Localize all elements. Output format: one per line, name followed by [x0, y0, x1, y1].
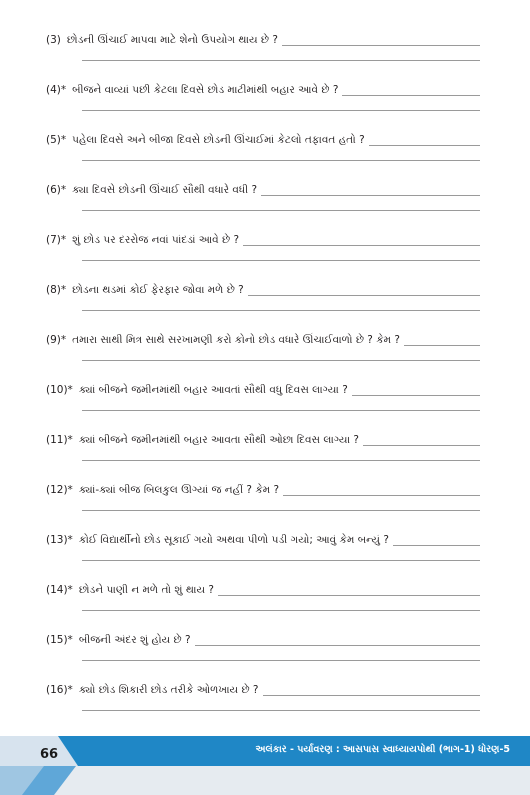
- question-9: [46, 330, 480, 374]
- answer-line[interactable]: [243, 234, 480, 246]
- question-number: (4)*: [46, 84, 67, 96]
- question-number: (5)*: [46, 134, 67, 146]
- question-8: [46, 280, 480, 324]
- question-number: (3): [46, 34, 61, 46]
- question-text: બીજને વાવ્યાં પછી કેટલા દિવસે છોડ માટીમાંથી બહાર આવે છે ?: [72, 84, 339, 96]
- question-text: ક્યાં-ક્યાં બીજ બિલકુલ ઊગ્યાં જ નહીં ? કેમ ?: [78, 484, 280, 496]
- question-7: [46, 230, 480, 274]
- question-number: (6)*: [46, 184, 67, 196]
- question-number: (16)*: [46, 684, 73, 696]
- question-13: [46, 530, 480, 574]
- question-text: ક્યાં બીજને જમીનમાંથી બહાર આવતા સૌથી ઓછા દિવસ લાગ્યા ?: [78, 434, 359, 446]
- page-footer: [0, 736, 530, 795]
- question-14: [46, 580, 480, 624]
- question-6: [46, 180, 480, 224]
- question-text: ક્યાં બીજને જમીનમાંથી બહાર આવતાં સૌથી વધુ દિવસ લાગ્યા ?: [78, 384, 348, 396]
- answer-line[interactable]: [363, 434, 480, 446]
- question-number: (14)*: [46, 584, 73, 596]
- answer-line[interactable]: [393, 534, 480, 546]
- question-16: [46, 680, 480, 724]
- answer-line[interactable]: [282, 34, 480, 46]
- question-text: પહેલા દિવસે અને બીજા દિવસે છોડની ઊંચાઈમાં કેટલો તફાવત હતો ?: [72, 134, 365, 146]
- question-number: (15)*: [46, 634, 73, 646]
- question-5: [46, 130, 480, 174]
- question-text: ક્યો છોડ શિકારી છોડ તરીકે ઓળખાય છે ?: [78, 684, 259, 696]
- question-number: (8)*: [46, 284, 67, 296]
- question-11: [46, 430, 480, 474]
- question-text: શું છોડ પર દરરોજ નવાં પાંદડાં આવે છે ?: [72, 234, 240, 246]
- question-number: (10)*: [46, 384, 73, 396]
- question-15: [46, 630, 480, 674]
- answer-line[interactable]: [218, 584, 480, 596]
- answer-line[interactable]: [82, 60, 480, 61]
- question-10: [46, 380, 480, 424]
- answer-line[interactable]: [352, 384, 480, 396]
- answer-line[interactable]: [404, 334, 480, 346]
- answer-line[interactable]: [82, 360, 480, 361]
- question-text: કોઈ વિદ્યાર્થીનો છોડ સૂકાઈ ગયો અથવા પીળો પડી ગયો; આવું કેમ બન્યું ?: [78, 534, 389, 546]
- answer-line[interactable]: [342, 84, 480, 96]
- answer-line[interactable]: [369, 134, 480, 146]
- question-text: ક્યા દિવસે છોડની ઊંચાઈ સૌથી વધારે વધી ?: [72, 184, 258, 196]
- answer-line[interactable]: [82, 260, 480, 261]
- question-12: [46, 480, 480, 524]
- answer-line[interactable]: [82, 160, 480, 161]
- answer-line[interactable]: [82, 410, 480, 411]
- answer-line[interactable]: [195, 634, 480, 646]
- answer-line[interactable]: [82, 510, 480, 511]
- question-number: (12)*: [46, 484, 73, 496]
- question-text: છોડની ઊંચાઈ માપવા માટે શેનો ઉપયોગ થાય છે ?: [66, 34, 278, 46]
- question-number: (13)*: [46, 534, 73, 546]
- page-number: 66: [40, 747, 59, 762]
- answer-line[interactable]: [82, 710, 480, 711]
- answer-line[interactable]: [82, 110, 480, 111]
- question-3: [46, 30, 480, 74]
- answer-line[interactable]: [263, 684, 481, 696]
- question-text: તમારા સાથી મિત્ર સાથે સરખામણી કરો કોનો છોડ વધારે ઊંચાઈવાળો છે ? કેમ ?: [72, 334, 400, 346]
- book-title: અલંકાર - પર્યાવરણ : આસપાસ સ્વાધ્યાયપોથી (ભાગ-1) ધોરણ-5: [255, 744, 510, 755]
- answer-line[interactable]: [82, 660, 480, 661]
- question-number: (9)*: [46, 334, 67, 346]
- answer-line[interactable]: [82, 460, 480, 461]
- answer-line[interactable]: [283, 484, 480, 496]
- answer-line[interactable]: [261, 184, 480, 196]
- question-text: છોડના થડમાં કોઈ ફેરફાર જોવા મળે છે ?: [72, 284, 244, 296]
- question-4: [46, 80, 480, 124]
- answer-line[interactable]: [248, 284, 480, 296]
- question-number: (7)*: [46, 234, 67, 246]
- answer-line[interactable]: [82, 210, 480, 211]
- question-text: બીજની અંદર શું હોય છે ?: [78, 634, 191, 646]
- question-number: (11)*: [46, 434, 73, 446]
- answer-line[interactable]: [82, 310, 480, 311]
- question-text: છોડને પાણી ન મળે તો શું થાય ?: [78, 584, 214, 596]
- answer-line[interactable]: [82, 610, 480, 611]
- answer-line[interactable]: [82, 560, 480, 561]
